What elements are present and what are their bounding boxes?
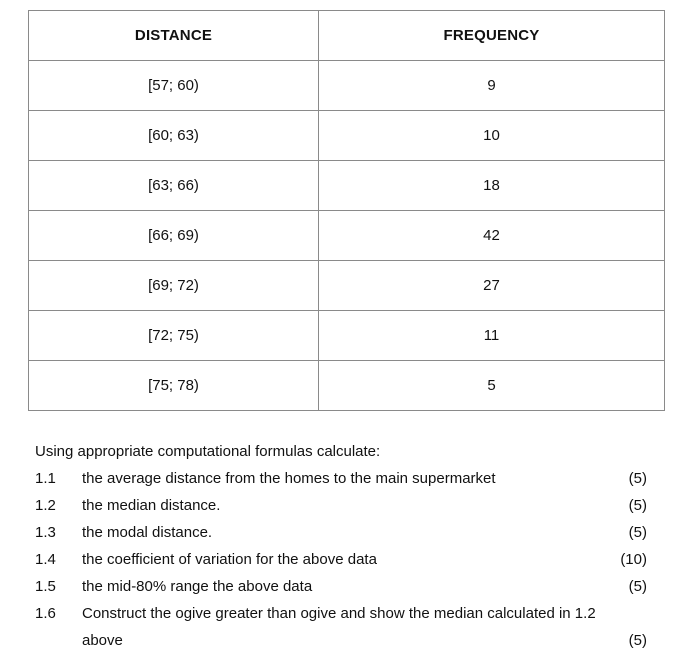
question-item-continuation bbox=[0, 632, 700, 652]
distance-cell: [57; 60) bbox=[29, 61, 319, 111]
question-text: the average distance from the homes to the main supermarket bbox=[82, 470, 496, 487]
frequency-cell: 5 bbox=[319, 361, 665, 411]
question-marks: (5) bbox=[628, 632, 647, 649]
question-marks: (5) bbox=[628, 578, 647, 595]
question-item bbox=[0, 470, 700, 490]
question-number: 1.2 bbox=[35, 497, 56, 514]
question-text-continuation: above bbox=[82, 632, 123, 649]
frequency-cell: 10 bbox=[319, 111, 665, 161]
question-number: 1.1 bbox=[35, 470, 56, 487]
question-item bbox=[0, 578, 700, 598]
question-text: the modal distance. bbox=[82, 524, 213, 541]
column-header-distance: DISTANCE bbox=[29, 11, 319, 61]
question-marks: (10) bbox=[620, 551, 647, 568]
question-number: 1.5 bbox=[35, 578, 56, 595]
question-number: 1.3 bbox=[35, 524, 56, 541]
question-item bbox=[0, 551, 700, 571]
question-number: 1.6 bbox=[35, 605, 56, 622]
frequency-cell: 9 bbox=[319, 61, 665, 111]
table-row bbox=[29, 311, 665, 361]
distance-cell: [60; 63) bbox=[29, 111, 319, 161]
table-row bbox=[29, 361, 665, 411]
question-marks: (5) bbox=[628, 524, 647, 541]
distance-cell: [63; 66) bbox=[29, 161, 319, 211]
frequency-table bbox=[28, 10, 665, 411]
question-item bbox=[0, 605, 700, 625]
question-item bbox=[0, 524, 700, 544]
question-number: 1.4 bbox=[35, 551, 56, 568]
table-row bbox=[29, 261, 665, 311]
question-text: Construct the ogive greater than ogive and show the median calculated in 1.2 bbox=[82, 605, 596, 622]
frequency-cell: 11 bbox=[319, 311, 665, 361]
column-header-frequency: FREQUENCY bbox=[319, 11, 665, 61]
frequency-cell: 27 bbox=[319, 261, 665, 311]
instructions-text: Using appropriate computational formulas calculate: bbox=[35, 443, 381, 460]
question-text: the median distance. bbox=[82, 497, 221, 514]
question-text: the coefficient of variation for the above data bbox=[82, 551, 377, 568]
question-item bbox=[0, 497, 700, 517]
distance-cell: [69; 72) bbox=[29, 261, 319, 311]
question-marks: (5) bbox=[628, 470, 647, 487]
table-row bbox=[29, 211, 665, 261]
frequency-cell: 18 bbox=[319, 161, 665, 211]
table-header-row bbox=[29, 11, 665, 61]
table-row bbox=[29, 161, 665, 211]
distance-cell: [75; 78) bbox=[29, 361, 319, 411]
distance-cell: [72; 75) bbox=[29, 311, 319, 361]
question-marks: (5) bbox=[628, 497, 647, 514]
question-text: the mid-80% range the above data bbox=[82, 578, 313, 595]
table-row bbox=[29, 111, 665, 161]
distance-cell: [66; 69) bbox=[29, 211, 319, 261]
table-row bbox=[29, 61, 665, 111]
frequency-cell: 42 bbox=[319, 211, 665, 261]
